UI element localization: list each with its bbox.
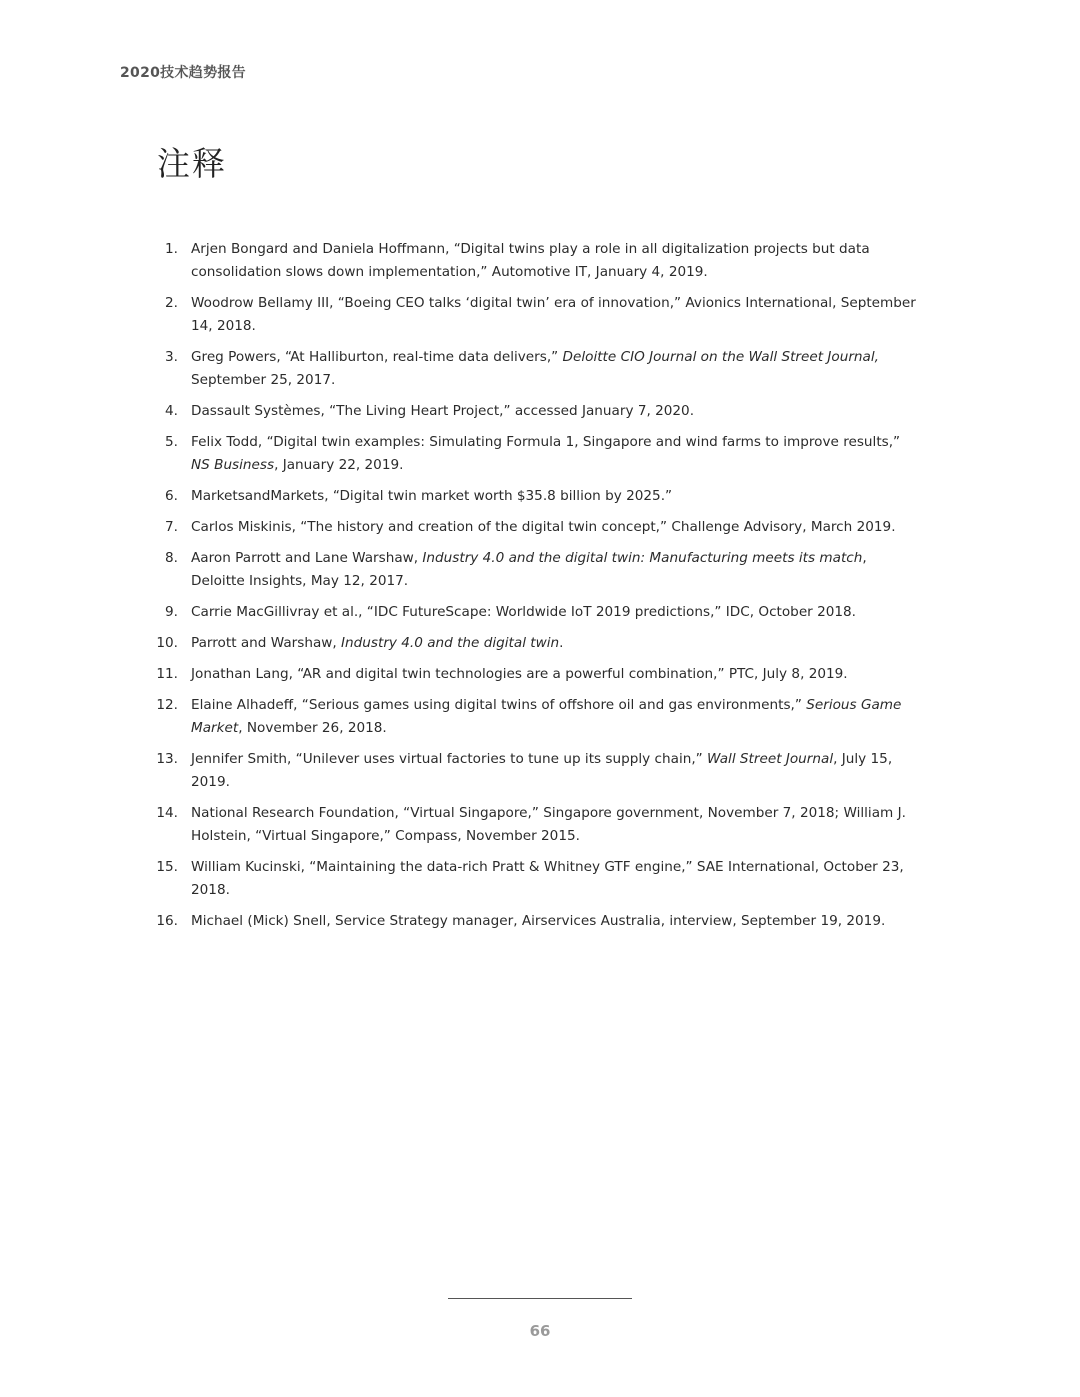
note-number: 1. <box>165 241 178 257</box>
note-text <box>191 431 920 477</box>
note-text-segment: Aaron Parrott and Lane Warshaw, <box>191 550 423 566</box>
note-number: 3. <box>165 349 178 365</box>
note-italic-title: Industry 4.0 and the digital twin <box>341 635 560 651</box>
note-item <box>150 856 920 902</box>
note-number: 12. <box>156 697 178 713</box>
note-text <box>191 601 920 624</box>
note-item <box>150 238 920 284</box>
note-item <box>150 400 920 423</box>
note-text <box>191 748 920 794</box>
note-text-segment: Greg Powers, “At Halliburton, real-time data delivers,” <box>191 349 563 365</box>
note-text <box>191 238 920 284</box>
note-text-segment: National Research Foundation, “Virtual Singapore,” Singapore government, November 7, 2018; William J. Holstein, “Virtual Singapore,” Compass, November 2015. <box>191 805 911 844</box>
note-item <box>150 547 920 593</box>
note-text <box>191 292 920 338</box>
note-item <box>150 601 920 624</box>
note-text-segment: Jennifer Smith, “Unilever uses virtual factories to tune up its supply chain,” <box>191 751 708 767</box>
note-text-segment: Arjen Bongard and Daniela Hoffmann, “Digital twins play a role in all digitalization projects but data consolidation slows down implementation,” Automotive IT, January 4, 2019. <box>191 241 874 280</box>
note-item <box>150 346 920 392</box>
note-text-segment: Carlos Miskinis, “The history and creation of the digital twin concept,” Challenge Advisory, March 2019. <box>191 519 896 535</box>
note-text <box>191 856 920 902</box>
running-header: 2020技术趋势报告 <box>120 65 246 81</box>
note-text <box>191 485 920 508</box>
note-italic-title: Wall Street Journal <box>707 751 834 767</box>
note-text-segment: , Deloitte Insights, May 12, 2017. <box>191 550 872 589</box>
note-text <box>191 400 920 423</box>
note-item <box>150 516 920 539</box>
note-text-segment: Parrott and Warshaw, <box>191 635 342 651</box>
note-number: 11. <box>156 666 178 682</box>
note-number: 2. <box>165 295 178 311</box>
note-text-segment: Jonathan Lang, “AR and digital twin technologies are a powerful combination,” PTC, July 8, 2019. <box>191 666 848 682</box>
note-text <box>191 694 920 740</box>
note-item <box>150 694 920 740</box>
note-item <box>150 431 920 477</box>
note-text-segment: Dassault Systèmes, “The Living Heart Project,” accessed January 7, 2020. <box>191 403 695 419</box>
note-text-segment: Elaine Alhadeff, “Serious games using digital twins of offshore oil and gas environments,” <box>191 697 807 713</box>
note-text <box>191 516 920 539</box>
note-text-segment: , July 15, 2019. <box>191 751 897 790</box>
note-text-segment: Michael (Mick) Snell, Service Strategy manager, Airservices Australia, interview, September 19, 2019. <box>191 913 886 929</box>
note-number: 16. <box>156 913 178 929</box>
page-number: 66 <box>529 1322 551 1340</box>
note-number: 9. <box>165 604 178 620</box>
notes-list <box>150 238 920 941</box>
note-text <box>191 632 920 655</box>
note-number: 4. <box>165 403 178 419</box>
note-item <box>150 910 920 933</box>
note-item <box>150 632 920 655</box>
note-number: 14. <box>156 805 178 821</box>
note-text-segment: , November 26, 2018. <box>238 720 387 736</box>
note-text <box>191 547 920 593</box>
note-item <box>150 802 920 848</box>
note-italic-title: Deloitte CIO Journal on the Wall Street Journal, <box>562 349 879 365</box>
note-text-segment: . <box>559 635 564 651</box>
note-text <box>191 663 920 686</box>
note-number: 10. <box>156 635 178 651</box>
note-number: 6. <box>165 488 178 504</box>
note-text <box>191 802 920 848</box>
note-item <box>150 748 920 794</box>
note-text-segment: , January 22, 2019. <box>274 457 404 473</box>
note-text-segment: Carrie MacGillivray et al., “IDC FutureScape: Worldwide IoT 2019 predictions,” IDC, October 2018. <box>191 604 857 620</box>
note-number: 13. <box>156 751 178 767</box>
note-number: 5. <box>165 434 178 450</box>
note-text <box>191 910 920 933</box>
note-number: 15. <box>156 859 178 875</box>
note-text <box>191 346 920 392</box>
note-text-segment: William Kucinski, “Maintaining the data-rich Pratt & Whitney GTF engine,” SAE International, October 23, 2018. <box>191 859 909 898</box>
note-italic-title: Industry 4.0 and the digital twin: Manufacturing meets its match <box>422 550 863 566</box>
note-text-segment: September 25, 2017. <box>191 349 884 388</box>
footer-divider <box>448 1298 632 1299</box>
note-number: 7. <box>165 519 178 535</box>
note-item <box>150 485 920 508</box>
note-text-segment: Woodrow Bellamy III, “Boeing CEO talks ‘digital twin’ era of innovation,” Avionics International, September 14, 2018. <box>191 295 921 334</box>
note-text-segment: Felix Todd, “Digital twin examples: Simulating Formula 1, Singapore and wind farms to improve results,” <box>191 434 905 450</box>
note-italic-title: Serious Game Market <box>191 697 906 736</box>
page-title: 注释 <box>157 144 227 183</box>
note-item <box>150 292 920 338</box>
note-item <box>150 663 920 686</box>
note-text-segment: MarketsandMarkets, “Digital twin market worth $35.8 billion by 2025.” <box>191 488 673 504</box>
note-number: 8. <box>165 550 178 566</box>
note-italic-title: NS Business <box>191 457 275 473</box>
